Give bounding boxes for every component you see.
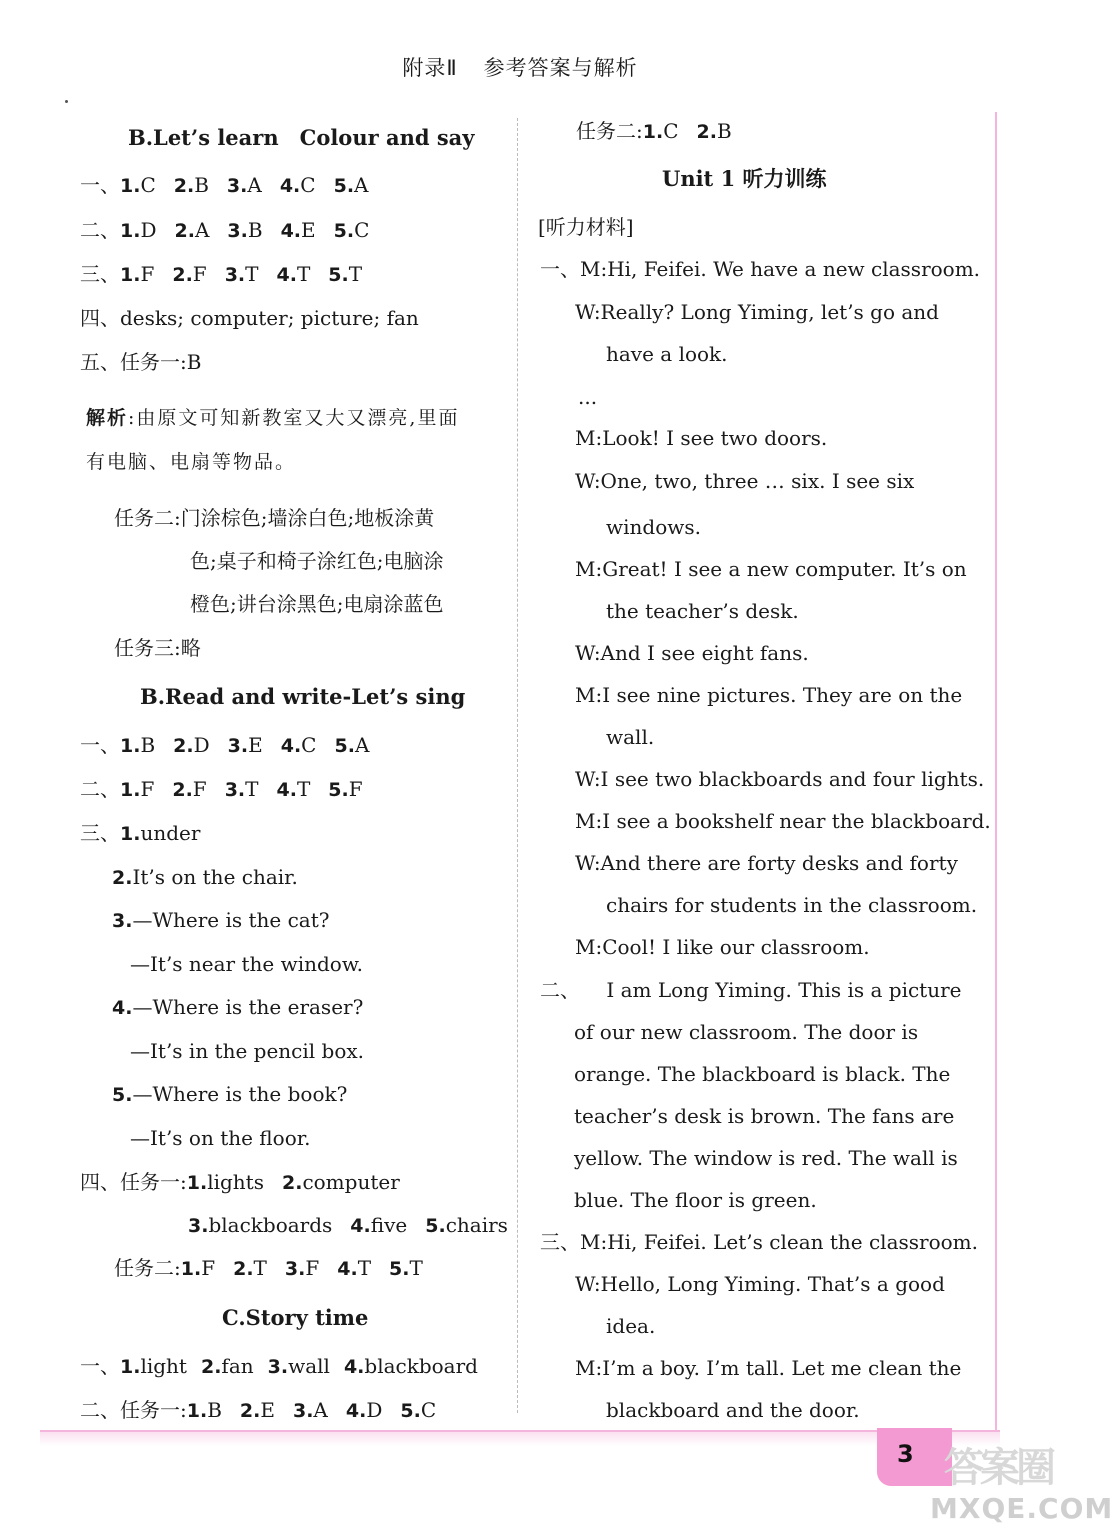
- answer-row: —It’s on the floor.: [130, 1126, 311, 1150]
- passage-line: teacher’s desk is brown. The fans are: [574, 1104, 955, 1128]
- dialogue-line: M:I see a bookshelf near the blackboard.: [575, 809, 991, 833]
- dialogue-line: ...: [578, 385, 598, 409]
- answer-row: 二、任务一:1.B 2.E 3.A 4.D 5.C: [80, 1398, 437, 1422]
- dialogue-line: M:Cool! I like our classroom.: [575, 935, 870, 959]
- answer-row: 3.—Where is the cat?: [112, 908, 330, 932]
- dialogue-line: 三、M:Hi, Feifei. Let’s clean the classroom.: [540, 1230, 978, 1254]
- answer-row: 5.—Where is the book?: [112, 1082, 348, 1106]
- dialogue-line: blackboard and the door.: [606, 1398, 860, 1422]
- analysis-text: 解析:由原文可知新教室又大又漂亮,里面: [86, 407, 460, 429]
- watermark-logo: [930, 1436, 1113, 1526]
- watermark-text: 答案圈: [944, 1445, 1052, 1491]
- page-number: 3: [897, 1440, 914, 1468]
- answer-row: 4.—Where is the eraser?: [112, 995, 364, 1019]
- dialogue-line: W:Really? Long Yiming, let’s go and: [575, 300, 939, 324]
- passage-line: orange. The blackboard is black. The: [574, 1062, 951, 1086]
- answer-row: 五、任务一:B: [80, 350, 202, 374]
- dialogue-line: M:I see nine pictures. They are on the: [575, 683, 963, 707]
- page-frame-line: [995, 112, 997, 1430]
- passage-line: of our new classroom. The door is: [574, 1020, 919, 1044]
- passage-line: 二、 I am Long Yiming. This is a picture: [540, 978, 962, 1002]
- answer-row: 二、1.F 2.F 3.T 4.T 5.F: [80, 777, 363, 801]
- dialogue-line: 一、M:Hi, Feifei. We have a new classroom.: [540, 257, 981, 281]
- answer-row: 一、1.B 2.D 3.E 4.C 5.A: [80, 733, 370, 757]
- bottom-band: [40, 1430, 1000, 1446]
- answer-row: 一、1.light 2.fan 3.wall 4.blackboard: [80, 1354, 478, 1378]
- dialogue-line: windows.: [606, 515, 701, 539]
- answer-row: —It’s in the pencil box.: [130, 1039, 365, 1063]
- dialogue-line: idea.: [606, 1314, 656, 1338]
- task-text: 任务二:门涂棕色;墙涂白色;地板涂黄: [114, 506, 435, 530]
- dialogue-line: M:Great! I see a new computer. It’s on: [575, 557, 967, 581]
- answer-row: 四、任务一:1.lights 2.computer: [80, 1170, 400, 1194]
- answer-row: 2.It’s on the chair.: [112, 865, 298, 889]
- answer-row: 一、1.C 2.B 3.A 4.C 5.A: [80, 173, 369, 197]
- header-title: 参考答案与解析: [483, 56, 638, 80]
- unit-title: Unit 1 听力训练: [662, 166, 827, 191]
- section-title-story-time: C.Story time: [222, 1305, 369, 1330]
- watermark-url: MXQE.COM: [930, 1492, 1113, 1525]
- dialogue-line: W:One, two, three … six. I see six: [575, 469, 915, 493]
- answer-row: 三、1.F 2.F 3.T 4.T 5.T: [80, 262, 363, 286]
- answer-row: —It’s near the window.: [130, 952, 363, 976]
- section-title-read-and-write: B.Read and write-Let’s sing: [140, 684, 466, 709]
- decorative-dot: [65, 100, 68, 103]
- passage-line: blue. The floor is green.: [574, 1188, 817, 1212]
- column-divider: [517, 118, 518, 1413]
- material-label: [听力材料]: [538, 215, 634, 239]
- answer-row: 三、1.under: [80, 821, 201, 845]
- passage-line: yellow. The window is red. The wall is: [574, 1146, 958, 1170]
- task-text: 任务三:略: [114, 636, 201, 660]
- analysis-text: 有电脑、电扇等物品。: [86, 451, 297, 473]
- answer-row: 任务二:1.C 2.B: [576, 119, 732, 143]
- page-header: [0, 52, 1040, 82]
- dialogue-line: W:I see two blackboards and four lights.: [575, 767, 985, 791]
- section-title-lets-learn: B.Let’s learn Colour and say: [128, 125, 475, 150]
- dialogue-line: M:I’m a boy. I’m tall. Let me clean the: [575, 1356, 962, 1380]
- header-appendix: 附录Ⅱ: [402, 56, 458, 80]
- answer-row: 四、desks; computer; picture; fan: [80, 306, 419, 330]
- dialogue-line: the teacher’s desk.: [606, 599, 799, 623]
- dialogue-line: chairs for students in the classroom.: [606, 893, 978, 917]
- task-text: 橙色;讲台涂黑色;电扇涂蓝色: [190, 592, 444, 616]
- dialogue-line: wall.: [606, 725, 655, 749]
- answer-row: 3.blackboards 4.five 5.chairs: [188, 1213, 508, 1237]
- dialogue-line: W:And there are forty desks and forty: [575, 851, 958, 875]
- task-text: 色;桌子和椅子涂红色;电脑涂: [190, 549, 444, 573]
- dialogue-line: W:Hello, Long Yiming. That’s a good: [575, 1272, 945, 1296]
- dialogue-line: M:Look! I see two doors.: [575, 426, 828, 450]
- answer-row: 二、1.D 2.A 3.B 4.E 5.C: [80, 218, 370, 242]
- answer-row: 任务二:1.F 2.T 3.F 4.T 5.T: [114, 1256, 423, 1280]
- dialogue-line: have a look.: [606, 342, 728, 366]
- dialogue-line: W:And I see eight fans.: [575, 641, 809, 665]
